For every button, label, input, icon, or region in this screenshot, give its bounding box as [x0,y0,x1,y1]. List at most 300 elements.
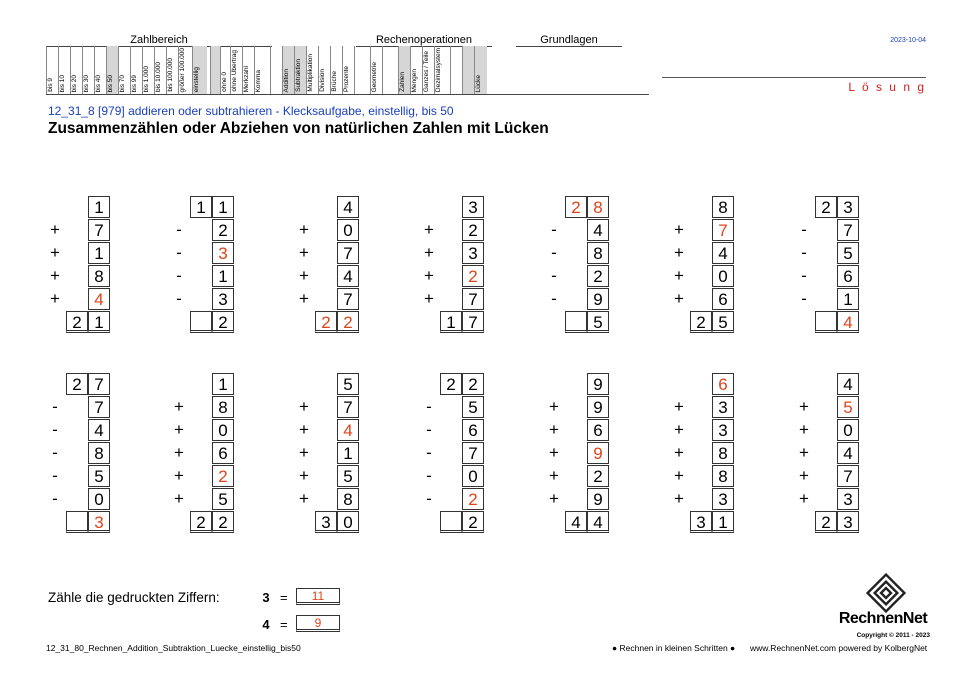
ones-digit: 8 [212,396,234,418]
category-label: Mengen [411,68,418,92]
operator: - [176,220,182,239]
category-cell [434,46,447,94]
footer-filename: 12_31_80_Rechnen_Addition_Subtraktion_Luecke_einstellig_bis50 [46,643,301,653]
ones-digit: 7 [837,219,859,241]
count-label: Zähle die gedruckten Ziffern: [48,590,220,605]
ones-digit: 3 [837,196,859,218]
tens-digit [315,373,337,395]
category-label: bis 9 [47,78,54,92]
ones-digit: 5 [212,488,234,510]
operator: - [426,397,432,416]
task-row [46,242,104,265]
operator: + [50,220,60,239]
ones-digit: 0 [712,265,734,287]
result-row [46,511,104,534]
solution-label: L ö s u n g [848,80,926,94]
operator: - [176,266,182,285]
tens-digit: 2 [690,311,712,333]
ones-digit: 5 [462,396,484,418]
task-row [295,373,353,396]
ones-digit: 1 [212,373,234,395]
ones-digit: 7 [88,219,110,241]
addition-task [670,373,728,534]
tens-digit [565,311,587,333]
operator: - [52,443,58,462]
task-row [545,442,603,465]
operator: + [174,466,184,485]
ones-digit: 7 [337,396,359,418]
category-cell [178,46,193,94]
ones-digit: 8 [712,196,734,218]
operator: + [549,420,559,439]
addition-task [795,196,853,334]
task-row [170,419,228,442]
task-row [295,242,353,265]
operator: - [426,420,432,439]
ones-digit[interactable]: 4 [88,288,110,310]
category-label: bis 1.000 [143,65,150,92]
addition-task [795,373,853,534]
tens-digit [440,196,462,218]
ones-digit: 5 [712,311,734,333]
footer-site[interactable]: www.RechnenNet.com powered by KolbergNet [750,643,928,653]
ones-digit: 2 [587,465,609,487]
category-group: Zahlbereich [46,34,272,47]
operator: + [299,466,309,485]
task-row [795,242,853,265]
solution-line [662,77,926,78]
ones-digit: 4 [337,196,359,218]
task-row [170,196,228,219]
task-row [170,488,228,511]
ones-digit: 7 [337,288,359,310]
ones-digit: 5 [337,373,359,395]
category-label: ohne 0 [221,72,228,92]
task-row [795,442,853,465]
task-row [545,242,603,265]
task-row [795,196,853,219]
operator: + [299,397,309,416]
operator: + [174,420,184,439]
operator: + [674,420,684,439]
ones-digit: 7 [462,311,484,333]
operator: - [52,466,58,485]
addition-task [170,196,228,334]
operator: + [674,397,684,416]
task-row [670,219,728,242]
category-label: Multiplikation [307,54,314,92]
ones-digit: 3 [712,488,734,510]
task-row [46,265,104,288]
operator: + [50,266,60,285]
ones-digit: 3 [837,511,859,533]
ones-digit: 7 [837,465,859,487]
ones-digit: 6 [712,288,734,310]
ones-digit[interactable]: 2 [462,488,484,510]
operator: + [50,243,60,262]
tens-digit [565,373,587,395]
ones-digit: 0 [212,419,234,441]
task-row [295,419,353,442]
ones-digit[interactable]: 2 [462,265,484,287]
task-row [46,219,104,242]
ones-digit[interactable]: 5 [837,396,859,418]
category-cell [382,46,395,94]
ones-digit: 3 [837,488,859,510]
task-row [795,373,853,396]
ones-digit: 0 [462,465,484,487]
ones-digit: 1 [212,196,234,218]
task-row [420,442,478,465]
count-digit: 4 [262,617,270,632]
tens-digit: 1 [440,311,462,333]
result-row [420,511,478,534]
category-label: Geometrie [371,61,378,92]
operator: - [426,443,432,462]
result-row [295,311,353,334]
tens-digit[interactable] [690,373,712,395]
addition-task [295,373,353,534]
ones-digit[interactable]: 2 [337,311,359,333]
copyright: Copyright © 2011 - 2023 [856,632,930,639]
task-row [170,465,228,488]
ones-digit: 7 [462,288,484,310]
operator: + [674,266,684,285]
operator: + [299,443,309,462]
ones-digit: 7 [88,396,110,418]
operator: + [174,397,184,416]
ones-digit[interactable]: 3 [88,511,110,533]
ones-digit: 8 [587,242,609,264]
task-row [545,265,603,288]
task-row [295,442,353,465]
operator: + [424,243,434,262]
operator: - [801,289,807,308]
count-equals: = [280,617,288,632]
task-row [670,442,728,465]
ones-digit: 3 [462,196,484,218]
operator: + [799,489,809,508]
category-label: bis 70 [119,74,126,92]
operator: - [176,289,182,308]
page-title: Zusammenzählen oder Abziehen von natürlichen Zahlen mit Lücken [48,120,549,137]
addition-task [545,196,603,334]
ones-digit: 8 [88,442,110,464]
addition-task [46,196,104,334]
ones-digit[interactable]: 8 [587,196,609,218]
result-row [795,311,853,334]
task-row [545,419,603,442]
operator: + [674,443,684,462]
result-row [295,511,353,534]
addition-task [170,373,228,534]
category-label: Dezimalsystem [435,47,442,92]
ones-digit: 1 [712,511,734,533]
operator: + [299,220,309,239]
result-row [46,311,104,334]
ones-digit[interactable]: 3 [212,242,234,264]
operator: + [174,489,184,508]
ones-digit: 6 [837,265,859,287]
operator: - [176,243,182,262]
ones-digit[interactable]: 4 [837,311,859,333]
ones-digit: 1 [837,288,859,310]
category-cell [254,46,267,94]
task-row [420,396,478,419]
task-row [795,396,853,419]
ones-digit: 1 [212,265,234,287]
operator: + [799,466,809,485]
result-row [795,511,853,534]
tens-digit[interactable]: 2 [565,196,587,218]
category-label: Merkzahl [243,65,250,92]
operator: - [52,489,58,508]
task-row [46,373,104,396]
ones-digit: 7 [337,242,359,264]
task-row [46,419,104,442]
brand-name: RechnenNet [838,610,928,627]
task-row [795,265,853,288]
tens-digit [315,196,337,218]
ones-digit: 1 [88,242,110,264]
tens-digit: 2 [190,511,212,533]
operator: - [426,489,432,508]
ones-digit: 3 [712,396,734,418]
task-row [170,242,228,265]
operator: + [549,443,559,462]
ones-digit: 4 [337,265,359,287]
footer-motto: ● Rechnen in kleinen Schritten ● [612,643,736,653]
tens-digit [440,511,462,533]
category-cell [192,46,207,94]
category-cell [474,46,487,94]
task-row [670,419,728,442]
count-equals: = [280,590,288,605]
task-row [545,396,603,419]
task-row [420,465,478,488]
count-answer[interactable]: 9 [296,615,340,632]
ones-digit: 6 [212,442,234,464]
task-row [545,488,603,511]
ones-digit: 5 [337,465,359,487]
tens-digit: 4 [565,511,587,533]
task-row [545,288,603,311]
category-label: einstellig [193,66,200,92]
ones-digit: 3 [712,419,734,441]
operator: + [424,266,434,285]
category-label: Komma [255,69,262,92]
ones-digit: 8 [337,488,359,510]
operator: - [801,243,807,262]
tens-digit: 2 [440,373,462,395]
result-row [670,511,728,534]
task-row [420,196,478,219]
operator: + [299,243,309,262]
tens-digit [815,373,837,395]
category-label: Ganzes / Teile [423,50,430,92]
operator: - [551,289,557,308]
operator: + [549,466,559,485]
category-group: Rechenoperationen [356,34,492,47]
category-cell [354,46,367,94]
ones-digit: 5 [587,311,609,333]
category-label: bis 40 [95,74,102,92]
ones-digit: 7 [462,442,484,464]
ones-digit: 2 [212,511,234,533]
task-row [46,465,104,488]
addition-task [46,373,104,534]
ones-digit[interactable]: 9 [587,442,609,464]
worksheet-code: 12_31_8 [979] addieren oder subtrahieren - Klecksaufgabe, einstellig, bis 50 [48,104,454,118]
ones-digit: 9 [587,396,609,418]
category-label: Zahlen [399,72,406,92]
category-label: bis 99 [131,74,138,92]
tens-digit: 3 [690,511,712,533]
count-answer[interactable]: 11 [296,588,340,605]
ones-digit: 9 [587,288,609,310]
operator: + [674,243,684,262]
task-row [670,288,728,311]
operator: + [799,397,809,416]
task-row [670,465,728,488]
task-row [295,396,353,419]
task-row [795,219,853,242]
task-row [295,219,353,242]
ones-digit: 7 [88,373,110,395]
task-row [545,219,603,242]
tens-digit[interactable] [66,511,88,533]
header-rule [46,94,649,95]
task-row [295,196,353,219]
addition-task [545,373,603,534]
ones-digit[interactable]: 2 [212,465,234,487]
ones-digit: 4 [587,511,609,533]
operator: + [299,266,309,285]
ones-digit: 9 [587,488,609,510]
category-label: Subtraktion [295,59,302,92]
addition-task [420,373,478,534]
category-label: bis 30 [83,74,90,92]
ones-digit: 4 [837,373,859,395]
task-row [545,373,603,396]
category-label: Prozente [343,65,350,92]
tens-digit [690,196,712,218]
task-row [46,442,104,465]
operator: - [551,266,557,285]
task-row [670,396,728,419]
task-row [170,288,228,311]
date: 2023-10-04 [890,37,926,44]
task-row [670,196,728,219]
ones-digit: 1 [337,442,359,464]
operator: - [801,266,807,285]
task-row [420,288,478,311]
ones-digit[interactable]: 4 [337,419,359,441]
task-row [46,288,104,311]
ones-digit: 1 [88,196,110,218]
ones-digit: 6 [587,419,609,441]
task-row [795,488,853,511]
operator: + [549,397,559,416]
operator: + [549,489,559,508]
result-row [670,311,728,334]
operator: - [551,243,557,262]
task-row [420,265,478,288]
category-label: größer 100.000 [179,47,186,92]
operator: - [801,220,807,239]
tens-digit: 2 [815,511,837,533]
ones-digit: 3 [212,288,234,310]
task-row [170,442,228,465]
task-row [545,465,603,488]
task-row [170,373,228,396]
category-label: bis 10.000 [155,62,162,92]
task-row [295,488,353,511]
task-row [420,373,478,396]
tens-digit [190,373,212,395]
task-row [420,219,478,242]
category-label: bis 20 [71,74,78,92]
ones-digit[interactable]: 7 [712,219,734,241]
ones-digit: 6 [462,419,484,441]
operator: + [299,420,309,439]
task-row [46,488,104,511]
task-row [795,419,853,442]
tens-digit [66,196,88,218]
task-row [295,465,353,488]
tens-digit: 2 [815,196,837,218]
operator: + [674,289,684,308]
result-row [545,311,603,334]
operator: + [424,220,434,239]
ones-digit[interactable]: 6 [712,373,734,395]
result-row [420,311,478,334]
operator: + [674,220,684,239]
operator: + [50,289,60,308]
rechnennet-logo-icon [846,573,926,613]
task-row [295,265,353,288]
ones-digit: 0 [337,511,359,533]
task-row [46,196,104,219]
tens-digit [190,311,212,333]
ones-digit: 4 [88,419,110,441]
category-label: bis 50 [107,74,114,92]
ones-digit: 2 [212,311,234,333]
task-row [670,488,728,511]
ones-digit: 2 [462,373,484,395]
operator: + [299,289,309,308]
category-label: bis 100.000 [167,58,174,92]
operator: + [424,289,434,308]
ones-digit: 4 [712,242,734,264]
operator: + [674,489,684,508]
result-row [545,511,603,534]
tens-digit[interactable] [815,311,837,333]
tens-digit[interactable]: 2 [315,311,337,333]
addition-task [670,196,728,334]
operator: + [174,443,184,462]
task-row [170,265,228,288]
operator: - [52,420,58,439]
operator: + [799,420,809,439]
category-label: Addition [283,68,290,92]
task-row [670,242,728,265]
task-row [46,396,104,419]
task-row [670,373,728,396]
ones-digit: 0 [88,488,110,510]
ones-digit: 3 [462,242,484,264]
operator: - [52,397,58,416]
